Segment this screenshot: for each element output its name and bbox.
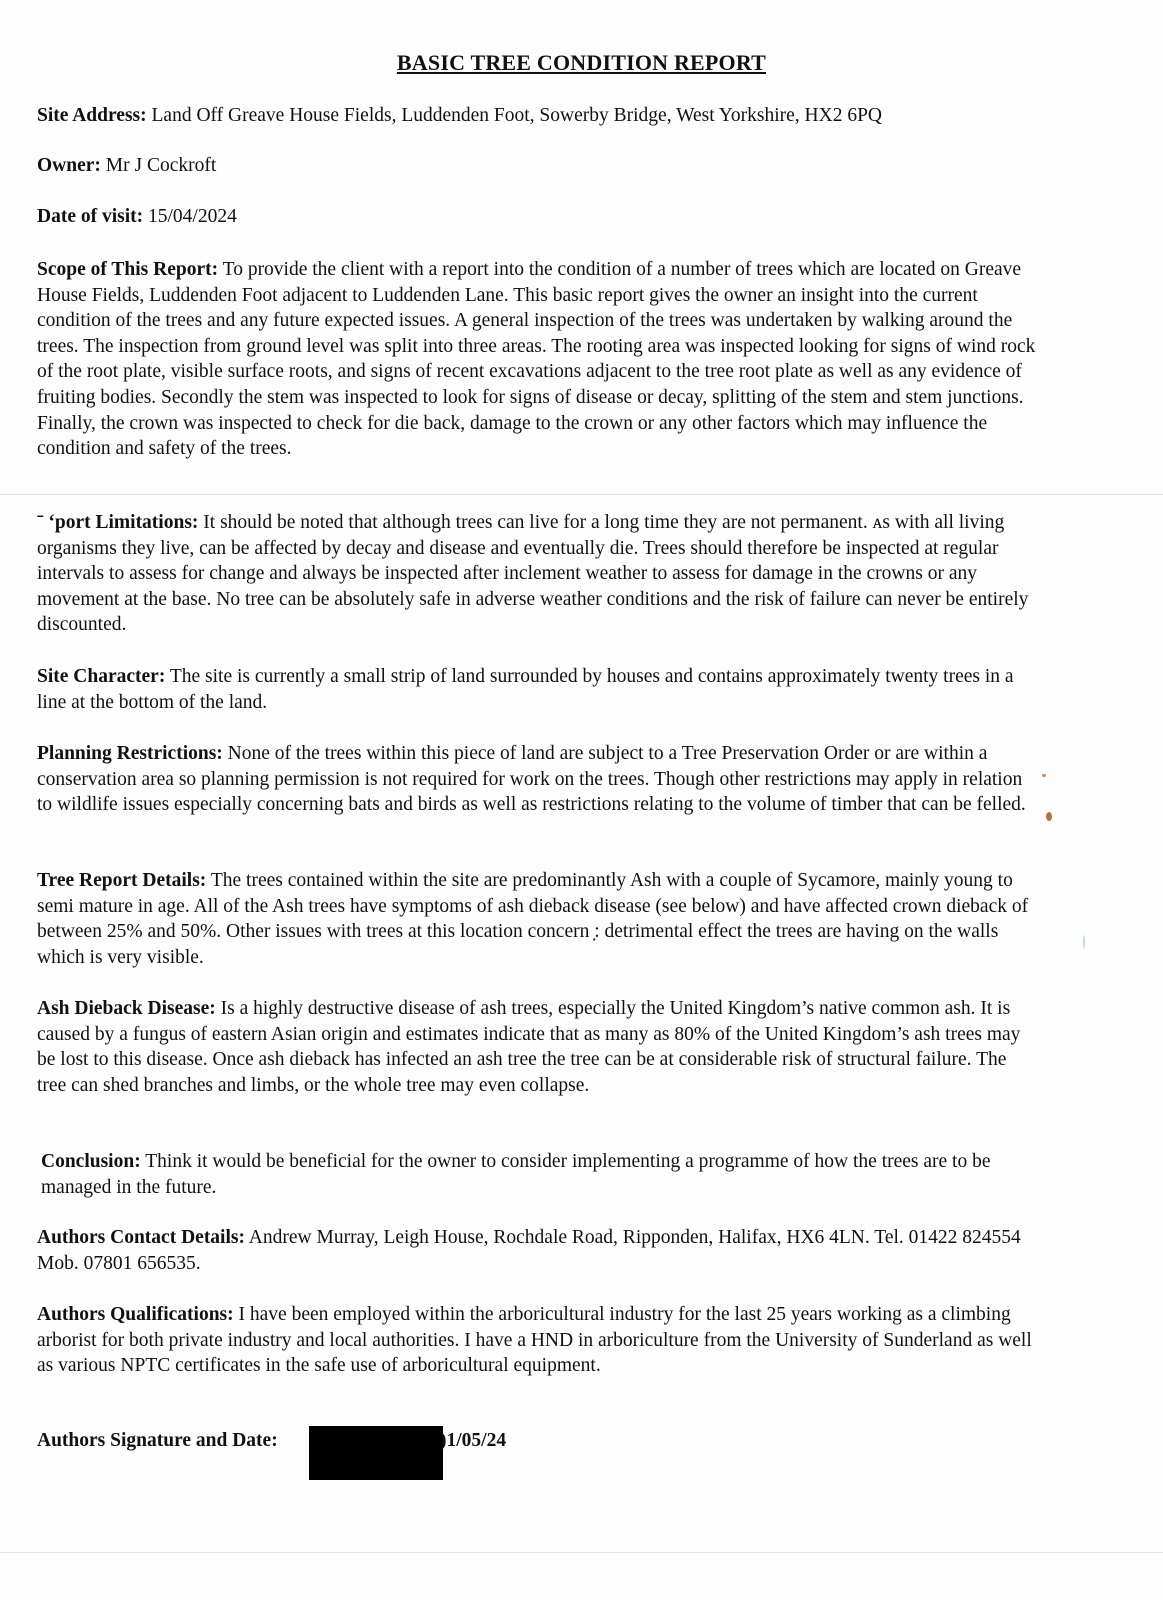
scan-speck: [1042, 774, 1046, 777]
signature-label: Authors Signature and Date:: [37, 1430, 278, 1451]
tree-details-label: Tree Report Details:: [37, 870, 207, 891]
planning-section: [37, 741, 1037, 818]
scan-mark: [1083, 935, 1085, 949]
site-address-section: [37, 103, 1037, 129]
signature-date: )1/05/24: [440, 1430, 507, 1451]
tree-details-text: The trees contained within the site are predominantly Ash with a couple of Sycamore, mainly young to semi mature in age. All of the Ash trees have symptoms of ash dieback disease (see below) and have affected crown dieback of between 25% and 50%. Other issues with trees at this location concern ̣: detrimental effect the trees are having on the walls which is very visible.: [37, 870, 1029, 968]
owner-section: [37, 153, 1037, 179]
qualifications-section: [37, 1302, 1037, 1379]
scan-artifact-line: [0, 494, 1163, 495]
qualifications-label: Authors Qualifications:: [37, 1304, 234, 1325]
contact-text: Andrew Murray, Leigh House, Rochdale Road, Ripponden, Halifax, HX6 4LN. Tel. 01422 824554 Mob. 07801 656535.: [37, 1227, 1021, 1274]
planning-text: None of the trees within this piece of land are subject to a Tree Preservation Order or are within a conservation area so planning permission is not required for work on the trees. Though other restrictions may apply in relation to wildlife issues especially concerning bats and birds as well as restrictions relating to the volume of timber that can be felled.: [37, 743, 1026, 816]
limitations-label: ˉ ʻport Limitations:: [37, 512, 199, 533]
tree-details-section: [37, 868, 1037, 970]
scan-artifact-line: [0, 1552, 1163, 1553]
date-of-visit-section: [37, 204, 1037, 230]
limitations-section: [37, 510, 1037, 638]
ash-dieback-section: [37, 996, 1037, 1098]
site-character-section: [37, 664, 1037, 715]
ash-dieback-text: Is a highly destructive disease of ash trees, especially the United Kingdom’s native common ash. It is caused by a fungus of eastern Asian origin and estimates indicate that as many as 80% of the United Kingdom’s ash trees may be lost to this disease. Once ash dieback has infected an ash tree the tree can be at considerable risk of structural failure. The tree can shed branches and limbs, or the whole tree may even collapse.: [37, 998, 1021, 1096]
site-address-label: Site Address:: [37, 105, 147, 126]
scan-speck: [1046, 812, 1052, 821]
owner-value: Mr J Cockroft: [105, 155, 217, 176]
site-address-value: Land Off Greave House Fields, Luddenden Foot, Sowerby Bridge, West Yorkshire, HX2 6PQ: [151, 105, 883, 126]
limitations-text: It should be noted that although trees can live for a long time they are not permanent. ᴀs with all living organisms they live, can be affected by decay and disease and eventually die. Trees should therefore be inspected at regular intervals to assess for change and always be inspected after inclement weather to assess for damage in the crowns or any movement at the base. No tree can be absolutely safe in adverse weather conditions and the risk of failure can never be entirely discounted.: [37, 512, 1029, 636]
scope-section: [37, 257, 1037, 462]
conclusion-label: Conclusion:: [41, 1151, 141, 1172]
date-of-visit-value: 15/04/2024: [148, 206, 237, 227]
site-character-label: Site Character:: [37, 666, 166, 687]
scope-text: To provide the client with a report into the condition of a number of trees which are located on Greave House Fields, Luddenden Foot adjacent to Luddenden Lane. This basic report gives the owner an insight into the current condition of the trees and any future expected issues. A general inspection of the trees was undertaken by walking around the trees. The inspection from ground level was split into three areas. The rooting area was inspected looking for signs of wind rock of the root plate, visible surface roots, and signs of recent excavations adjacent to the tree root plate as well as any evidence of fruiting bodies. Secondly the stem was inspected to look for signs of disease or decay, splitting of the stem and stem junctions. Finally, the crown was inspected to check for die back, damage to the crown or any other factors which may influence the condition and safety of the trees.: [37, 259, 1036, 460]
scope-label: Scope of This Report:: [37, 259, 219, 280]
signature-redaction: [309, 1426, 443, 1480]
planning-label: Planning Restrictions:: [37, 743, 223, 764]
site-character-text: The site is currently a small strip of land surrounded by houses and contains approximately twenty trees in a line at the bottom of the land.: [37, 666, 1014, 713]
date-of-visit-label: Date of visit:: [37, 206, 144, 227]
conclusion-text: Think it would be beneficial for the owner to consider implementing a programme of how the trees are to be managed in the future.: [41, 1151, 991, 1198]
conclusion-section: [41, 1149, 1041, 1200]
contact-section: [37, 1225, 1037, 1276]
contact-label: Authors Contact Details:: [37, 1227, 245, 1248]
ash-dieback-label: Ash Dieback Disease:: [37, 998, 216, 1019]
owner-label: Owner:: [37, 155, 101, 176]
report-title: BASIC TREE CONDITION REPORT: [396, 50, 767, 75]
qualifications-text: I have been employed within the arboricultural industry for the last 25 years working as a climbing arborist for both private industry and local authorities. I have a HND in arboriculture from the University of Sunderland as well as various NPTC certificates in the safe use of arboricultural equipment.: [37, 1304, 1032, 1377]
